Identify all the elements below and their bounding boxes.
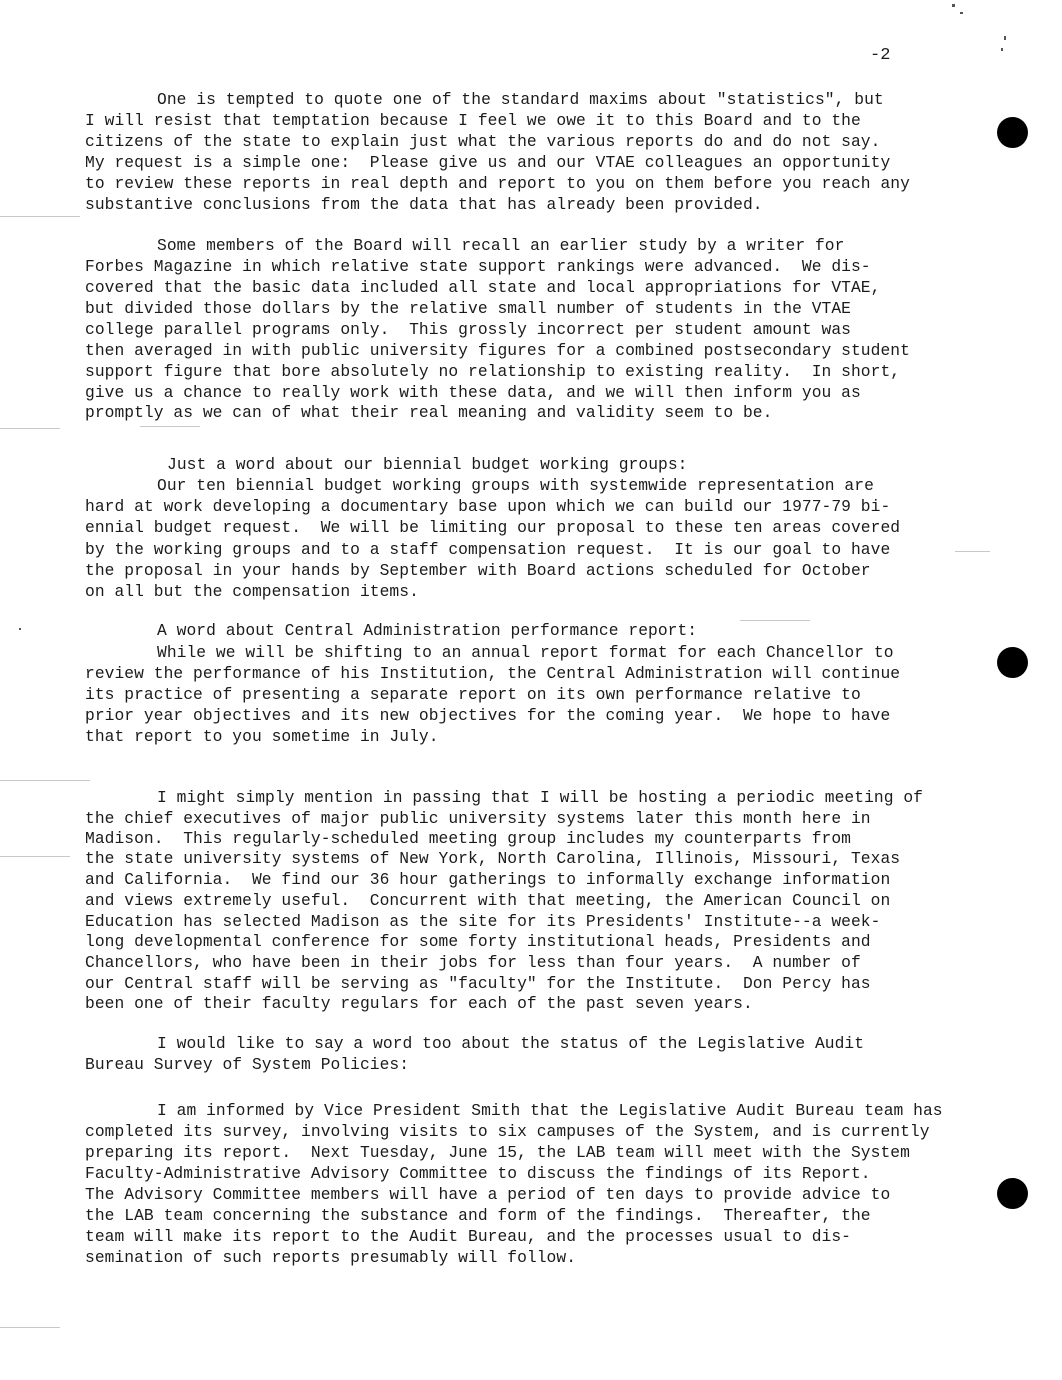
text-line: give us a chance to really work with these data, and we will then inform you as bbox=[85, 383, 861, 402]
text-line: promptly as we can of what their real meaning and validity seem to be. bbox=[85, 403, 773, 422]
text-line: completed its survey, involving visits to six campuses of the System, and is currently bbox=[85, 1122, 930, 1141]
text-line: Faculty-Administrative Advisory Committee to discuss the findings of its Report. bbox=[85, 1164, 871, 1183]
text-line: and views extremely useful. Concurrent with that meeting, the American Council on bbox=[85, 891, 891, 910]
text-line: college parallel programs only. This grossly incorrect per student amount was bbox=[85, 320, 851, 339]
text-line: support figure that bore absolutely no relationship to existing reality. In short, bbox=[85, 362, 901, 381]
text-line: hard at work developing a documentary base upon which we can build our 1977-79 bi- bbox=[85, 497, 891, 516]
scan-rule bbox=[955, 551, 990, 552]
text-line: the chief executives of major public university systems later this month here in bbox=[85, 809, 871, 828]
text-line: team will make its report to the Audit Bureau, and the processes usual to dis- bbox=[85, 1227, 851, 1246]
punch-hole-middle bbox=[997, 647, 1028, 678]
text-line: long developmental conference for some forty institutional heads, Presidents and bbox=[85, 932, 871, 951]
text-line: Our ten biennial budget working groups with systemwide representation are bbox=[157, 476, 874, 495]
scan-rule bbox=[0, 428, 60, 429]
text-line: ennial budget request. We will be limiting our proposal to these ten areas covered bbox=[85, 518, 901, 537]
text-line: covered that the basic data included all state and local appropriations for VTAE, bbox=[85, 278, 881, 297]
text-line: I would like to say a word too about the status of the Legislative Audit bbox=[157, 1034, 865, 1053]
scan-rule bbox=[0, 856, 70, 857]
text-line: Education has selected Madison as the site for its Presidents' Institute--a week- bbox=[85, 912, 881, 931]
page-number: -2 bbox=[870, 46, 891, 65]
text-line: citizens of the state to explain just what the various reports do and do not say. bbox=[85, 132, 881, 151]
text-line: its practice of presenting a separate report on its own performance relative to bbox=[85, 685, 861, 704]
text-line: I might simply mention in passing that I will be hosting a periodic meeting of bbox=[157, 788, 923, 807]
scan-rule bbox=[0, 216, 80, 217]
text-line: I am informed by Vice President Smith that the Legislative Audit Bureau team has bbox=[157, 1101, 943, 1120]
text-line: preparing its report. Next Tuesday, June 15, the LAB team will meet with the System bbox=[85, 1143, 910, 1162]
text-line: been one of their faculty regulars for each of the past seven years. bbox=[85, 994, 753, 1013]
punch-hole-bottom bbox=[997, 1178, 1028, 1209]
text-line: Forbes Magazine in which relative state support rankings were advanced. We dis- bbox=[85, 257, 871, 276]
text-line: our Central staff will be serving as "faculty" for the Institute. Don Percy has bbox=[85, 974, 871, 993]
text-line: While we will be shifting to an annual report format for each Chancellor to bbox=[157, 643, 894, 662]
text-line: that report to you sometime in July. bbox=[85, 727, 439, 746]
text-line: My request is a simple one: Please give us and our VTAE colleagues an opportunity bbox=[85, 153, 891, 172]
text-line: I will resist that temptation because I feel we owe it to this Board and to the bbox=[85, 111, 861, 130]
text-line: Madison. This regularly-scheduled meeting group includes my counterparts from bbox=[85, 829, 851, 848]
text-line: Chancellors, who have been in their jobs for less than four years. A number of bbox=[85, 953, 861, 972]
text-line: substantive conclusions from the data that has already been provided. bbox=[85, 195, 763, 214]
text-line: semination of such reports presumably will follow. bbox=[85, 1248, 577, 1267]
text-line: Some members of the Board will recall an earlier study by a writer for bbox=[157, 236, 845, 255]
text-line: One is tempted to quote one of the standard maxims about "statistics", but bbox=[157, 90, 884, 109]
text-line: the proposal in your hands by September with Board actions scheduled for October bbox=[85, 561, 871, 580]
text-line: then averaged in with public university figures for a combined postsecondary student bbox=[85, 341, 910, 360]
punch-hole-top bbox=[997, 117, 1028, 148]
scan-speck bbox=[1001, 48, 1003, 51]
text-line: on all but the compensation items. bbox=[85, 582, 419, 601]
text-line: the LAB team concerning the substance and form of the findings. Thereafter, the bbox=[85, 1206, 871, 1225]
text-line: The Advisory Committee members will have a period of ten days to provide advice to bbox=[85, 1185, 891, 1204]
text-line: Bureau Survey of System Policies: bbox=[85, 1055, 410, 1074]
scan-rule bbox=[0, 780, 90, 781]
section-heading: A word about Central Administration performance report: bbox=[157, 621, 698, 640]
scan-rule bbox=[740, 620, 810, 621]
text-line: and California. We find our 36 hour gatherings to informally exchange information bbox=[85, 870, 891, 889]
scan-speck bbox=[952, 4, 955, 7]
text-line: the state university systems of New York, North Carolina, Illinois, Missouri, Texas bbox=[85, 849, 901, 868]
text-line: but divided those dollars by the relative small number of students in the VTAE bbox=[85, 299, 851, 318]
text-line: review the performance of his Institution, the Central Administration will continue bbox=[85, 664, 901, 683]
scan-speck bbox=[1004, 36, 1006, 40]
text-line: by the working groups and to a staff compensation request. It is our goal to have bbox=[85, 540, 891, 559]
scan-speck bbox=[960, 12, 963, 14]
scan-rule bbox=[0, 1327, 60, 1328]
scan-rule bbox=[140, 426, 200, 427]
text-line: to review these reports in real depth and report to you on them before you reach any bbox=[85, 174, 910, 193]
scan-speck bbox=[19, 628, 21, 630]
text-line: prior year objectives and its new objectives for the coming year. We hope to have bbox=[85, 706, 891, 725]
section-heading: Just a word about our biennial budget working groups: bbox=[167, 455, 688, 474]
